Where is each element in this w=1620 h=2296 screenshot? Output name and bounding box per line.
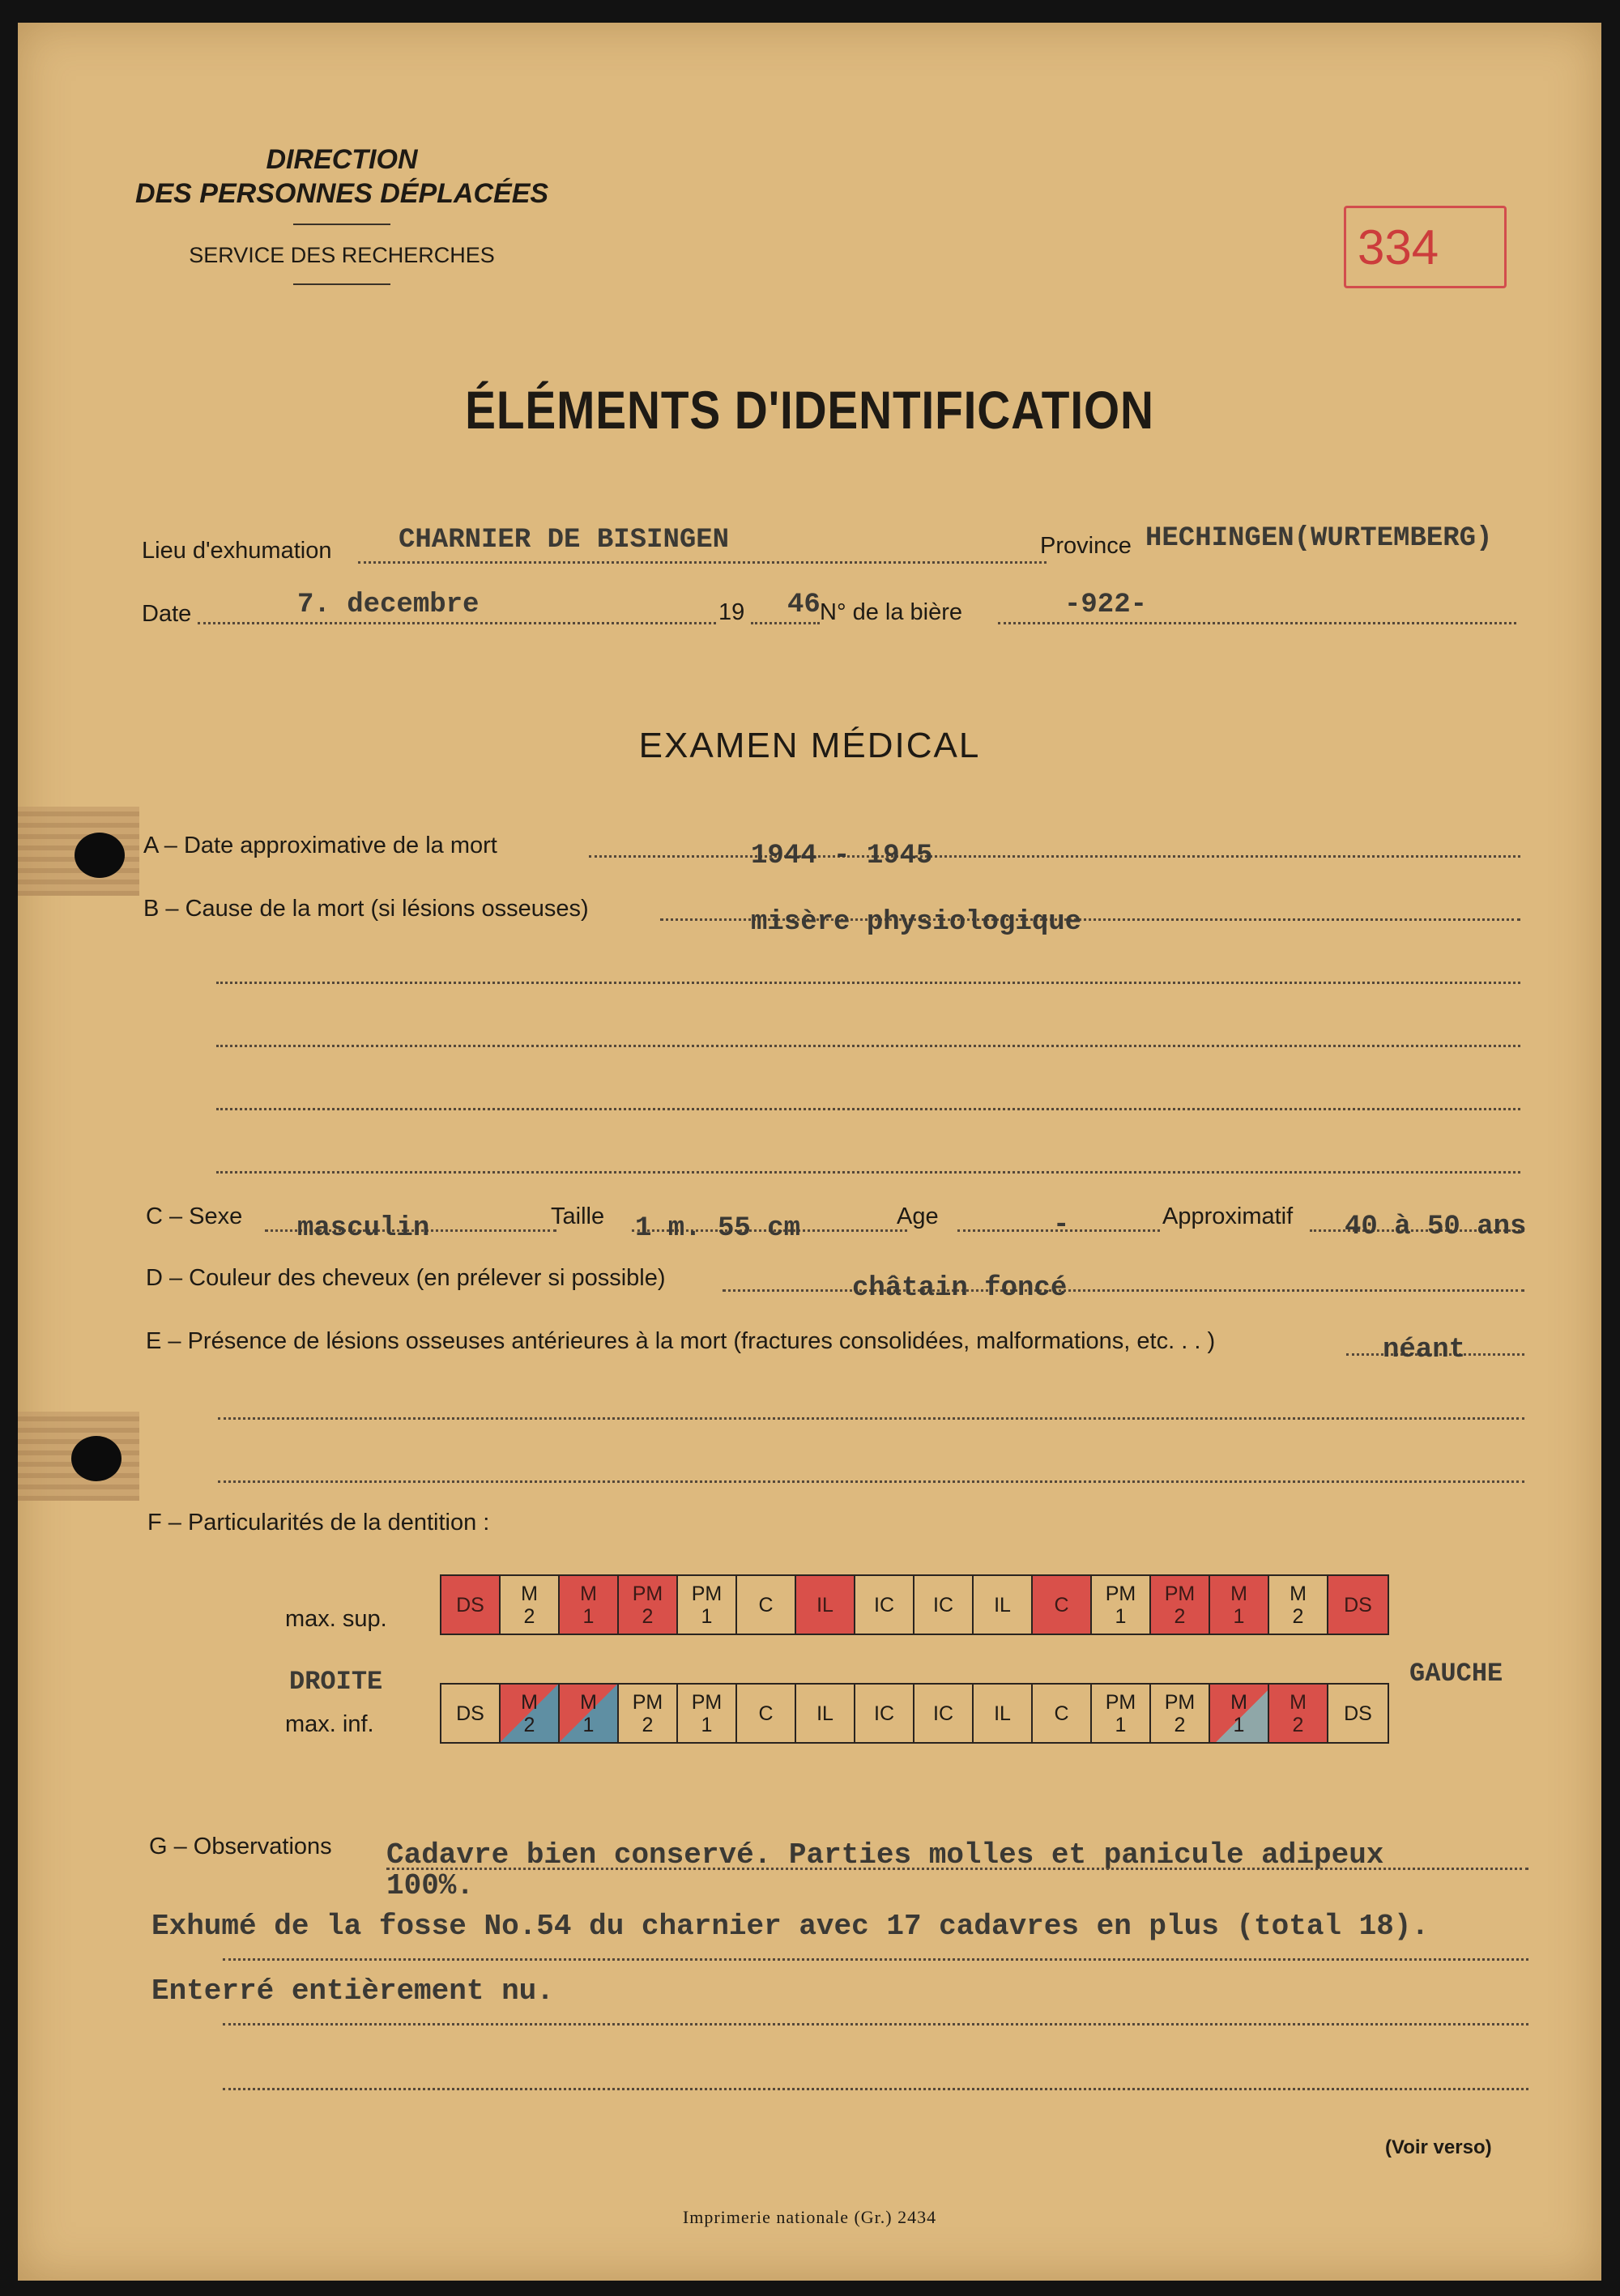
tooth-number: 1 xyxy=(1115,1604,1127,1628)
exam-d-value: châtain foncé xyxy=(852,1273,1068,1304)
lower-tooth xyxy=(441,1685,501,1742)
tooth-code: IL xyxy=(994,1593,1011,1617)
exam-b-line-3 xyxy=(216,1045,1520,1047)
tooth-number: 2 xyxy=(523,1713,535,1736)
year-value: 46 xyxy=(787,590,821,620)
observation-dots-1 xyxy=(386,1868,1528,1870)
taille-value: 1 m. 55 cm xyxy=(635,1213,801,1244)
upper-tooth xyxy=(974,1576,1033,1634)
lower-tooth xyxy=(1092,1685,1151,1742)
exam-b-value: misère physiologique xyxy=(751,907,1082,938)
tooth-number: 2 xyxy=(642,1604,654,1628)
date-value: 7. decembre xyxy=(297,590,480,620)
observation-line-1b: 100%. xyxy=(386,1869,475,1902)
lower-tooth xyxy=(501,1685,560,1742)
tooth-code: DS xyxy=(456,1702,484,1725)
lieu-value: CHARNIER DE BISINGEN xyxy=(399,525,730,556)
biere-dots xyxy=(998,622,1516,624)
upper-tooth xyxy=(678,1576,737,1634)
tooth-code: C xyxy=(758,1702,774,1725)
observation-line-1: Cadavre bien conservé. Parties molles et panicule adipeux xyxy=(386,1838,1384,1872)
exam-b-label: B – Cause de la mort (si lésions osseuses) xyxy=(143,896,589,922)
upper-tooth xyxy=(1033,1576,1092,1634)
tooth-code: M xyxy=(521,1582,538,1605)
lower-tooth xyxy=(560,1685,619,1742)
tooth-code: M xyxy=(1230,1582,1247,1605)
lower-tooth xyxy=(796,1685,855,1742)
tooth-number: 2 xyxy=(523,1604,535,1628)
upper-tooth xyxy=(619,1576,678,1634)
tooth-code: PM xyxy=(691,1582,723,1605)
tooth-code: PM xyxy=(1105,1690,1136,1714)
approx-value: 40 à 50 ans xyxy=(1345,1212,1527,1242)
exam-f-label: F – Particularités de la dentition : xyxy=(147,1510,490,1536)
tooth-number: 1 xyxy=(1233,1604,1245,1628)
exam-a-label: A – Date approximative de la mort xyxy=(143,833,497,858)
max-inf-label: max. inf. xyxy=(285,1711,374,1737)
droite-label: DROITE xyxy=(289,1667,383,1697)
printer-footer: Imprimerie nationale (Gr.) 2434 xyxy=(682,2207,937,2227)
tooth-number: 2 xyxy=(642,1713,654,1736)
observation-dots-4 xyxy=(223,2088,1528,2090)
tooth-code: DS xyxy=(456,1593,484,1617)
upper-tooth xyxy=(855,1576,914,1634)
exam-b-line-2 xyxy=(216,982,1520,984)
voir-verso: (Voir verso) xyxy=(1385,2136,1492,2158)
observation-dots-3 xyxy=(223,2023,1528,2026)
header-service: SERVICE DES RECHERCHES xyxy=(189,243,495,267)
lieu-label: Lieu d'exhumation xyxy=(142,538,332,564)
exam-c-label: C – Sexe xyxy=(146,1203,243,1229)
lower-tooth xyxy=(1151,1685,1210,1742)
upper-tooth xyxy=(441,1576,501,1634)
tooth-code: M xyxy=(1290,1582,1307,1605)
upper-tooth xyxy=(737,1576,796,1634)
province-label: Province xyxy=(1040,533,1132,559)
tooth-code: PM xyxy=(1105,1582,1136,1605)
upper-tooth xyxy=(1210,1576,1269,1634)
year-prefix: 19 xyxy=(718,599,745,625)
tooth-code: PM xyxy=(691,1690,723,1714)
tooth-code: IL xyxy=(994,1702,1011,1725)
upper-tooth xyxy=(1269,1576,1328,1634)
tooth-code: IL xyxy=(816,1593,833,1617)
tooth-code: PM xyxy=(1164,1582,1196,1605)
exam-d-label: D – Couleur des cheveux (en prélever si possible) xyxy=(146,1265,666,1291)
tooth-number: 2 xyxy=(1292,1604,1304,1628)
observation-line-2: Exhumé de la fosse No.54 du charnier avec 17 cadavres en plus (total 18). xyxy=(151,1910,1430,1943)
upper-tooth xyxy=(560,1576,619,1634)
tooth-code: IC xyxy=(933,1702,953,1725)
tooth-code: M xyxy=(1290,1690,1307,1714)
age-value: - xyxy=(1053,1210,1070,1241)
lower-tooth xyxy=(1210,1685,1269,1742)
lower-tooth xyxy=(678,1685,737,1742)
upper-tooth xyxy=(1092,1576,1151,1634)
file-number: 334 xyxy=(1358,220,1439,275)
exam-b-line-5 xyxy=(216,1171,1520,1174)
upper-tooth xyxy=(501,1576,560,1634)
punch-hole-top xyxy=(75,833,125,878)
tooth-code: M xyxy=(1230,1690,1247,1714)
tooth-number: 1 xyxy=(582,1713,595,1736)
tooth-code: M xyxy=(580,1690,597,1714)
lower-jaw-chart xyxy=(440,1683,1389,1744)
header-rule-2 xyxy=(293,283,390,285)
tooth-number: 1 xyxy=(1115,1713,1127,1736)
document-sheet xyxy=(18,23,1601,2281)
biere-value: -922- xyxy=(1064,590,1148,620)
tooth-code: IC xyxy=(933,1593,953,1617)
max-sup-label: max. sup. xyxy=(285,1606,387,1632)
upper-tooth xyxy=(1328,1576,1388,1634)
exam-a-value: 1944 - 1945 xyxy=(751,841,933,871)
lower-tooth xyxy=(974,1685,1033,1742)
lower-tooth xyxy=(1328,1685,1388,1742)
upper-tooth xyxy=(914,1576,974,1634)
tooth-number: 1 xyxy=(701,1713,713,1736)
lower-tooth xyxy=(1033,1685,1092,1742)
tooth-code: PM xyxy=(632,1690,663,1714)
lieu-dots xyxy=(358,561,1047,564)
year-dots xyxy=(751,622,820,624)
exam-g-label: G – Observations xyxy=(149,1834,332,1859)
lower-tooth xyxy=(914,1685,974,1742)
taille-label: Taille xyxy=(551,1203,605,1229)
biere-label: N° de la bière xyxy=(820,599,963,625)
tooth-code: DS xyxy=(1344,1593,1372,1617)
file-number-box xyxy=(1344,206,1507,288)
tooth-code: IL xyxy=(816,1702,833,1725)
tooth-code: DS xyxy=(1344,1702,1372,1725)
tooth-code: M xyxy=(580,1582,597,1605)
header-direction: DIRECTION xyxy=(266,144,418,175)
tooth-number: 1 xyxy=(1233,1713,1245,1736)
tooth-code: PM xyxy=(1164,1690,1196,1714)
date-dots xyxy=(198,622,716,624)
province-value: HECHINGEN(WURTEMBERG) xyxy=(1145,523,1493,554)
tooth-number: 1 xyxy=(582,1604,595,1628)
lower-tooth xyxy=(737,1685,796,1742)
lower-tooth xyxy=(1269,1685,1328,1742)
tooth-code: IC xyxy=(874,1702,894,1725)
exam-e-value: néant xyxy=(1383,1335,1466,1365)
exam-d-dots xyxy=(723,1289,1524,1292)
age-label: Age xyxy=(897,1203,939,1229)
upper-tooth xyxy=(1151,1576,1210,1634)
section-title: EXAMEN MÉDICAL xyxy=(638,726,981,765)
upper-tooth xyxy=(796,1576,855,1634)
upper-jaw-chart xyxy=(440,1574,1389,1635)
tooth-number: 2 xyxy=(1174,1604,1186,1628)
header-rule-1 xyxy=(293,224,390,225)
tooth-number: 1 xyxy=(701,1604,713,1628)
tooth-code: C xyxy=(1054,1593,1069,1617)
observation-dots-2 xyxy=(223,1958,1528,1961)
page-title: ÉLÉMENTS D'IDENTIFICATION xyxy=(465,380,1154,440)
punch-hole-bottom xyxy=(71,1436,122,1481)
tooth-code: PM xyxy=(632,1582,663,1605)
lower-tooth xyxy=(619,1685,678,1742)
exam-e-line-2 xyxy=(218,1417,1524,1420)
date-label: Date xyxy=(142,601,192,627)
observation-line-3: Enterré entièrement nu. xyxy=(151,1974,554,2008)
header-department: DES PERSONNES DÉPLACÉES xyxy=(134,178,549,209)
tooth-code: M xyxy=(521,1690,538,1714)
tooth-code: C xyxy=(758,1593,774,1617)
tooth-number: 2 xyxy=(1292,1713,1304,1736)
lower-tooth xyxy=(855,1685,914,1742)
tooth-code: IC xyxy=(874,1593,894,1617)
exam-e-line-3 xyxy=(218,1480,1524,1483)
gauche-label: GAUCHE xyxy=(1409,1659,1503,1689)
sexe-value: masculin xyxy=(297,1213,430,1244)
exam-b-line-4 xyxy=(216,1108,1520,1110)
tooth-code: C xyxy=(1054,1702,1069,1725)
exam-a-dots xyxy=(589,855,1520,858)
approx-label: Approximatif xyxy=(1162,1203,1294,1229)
tooth-number: 2 xyxy=(1174,1713,1186,1736)
exam-e-label: E – Présence de lésions osseuses antérieures à la mort (fractures consolidées, malformations, etc. . . ) xyxy=(146,1328,1216,1354)
